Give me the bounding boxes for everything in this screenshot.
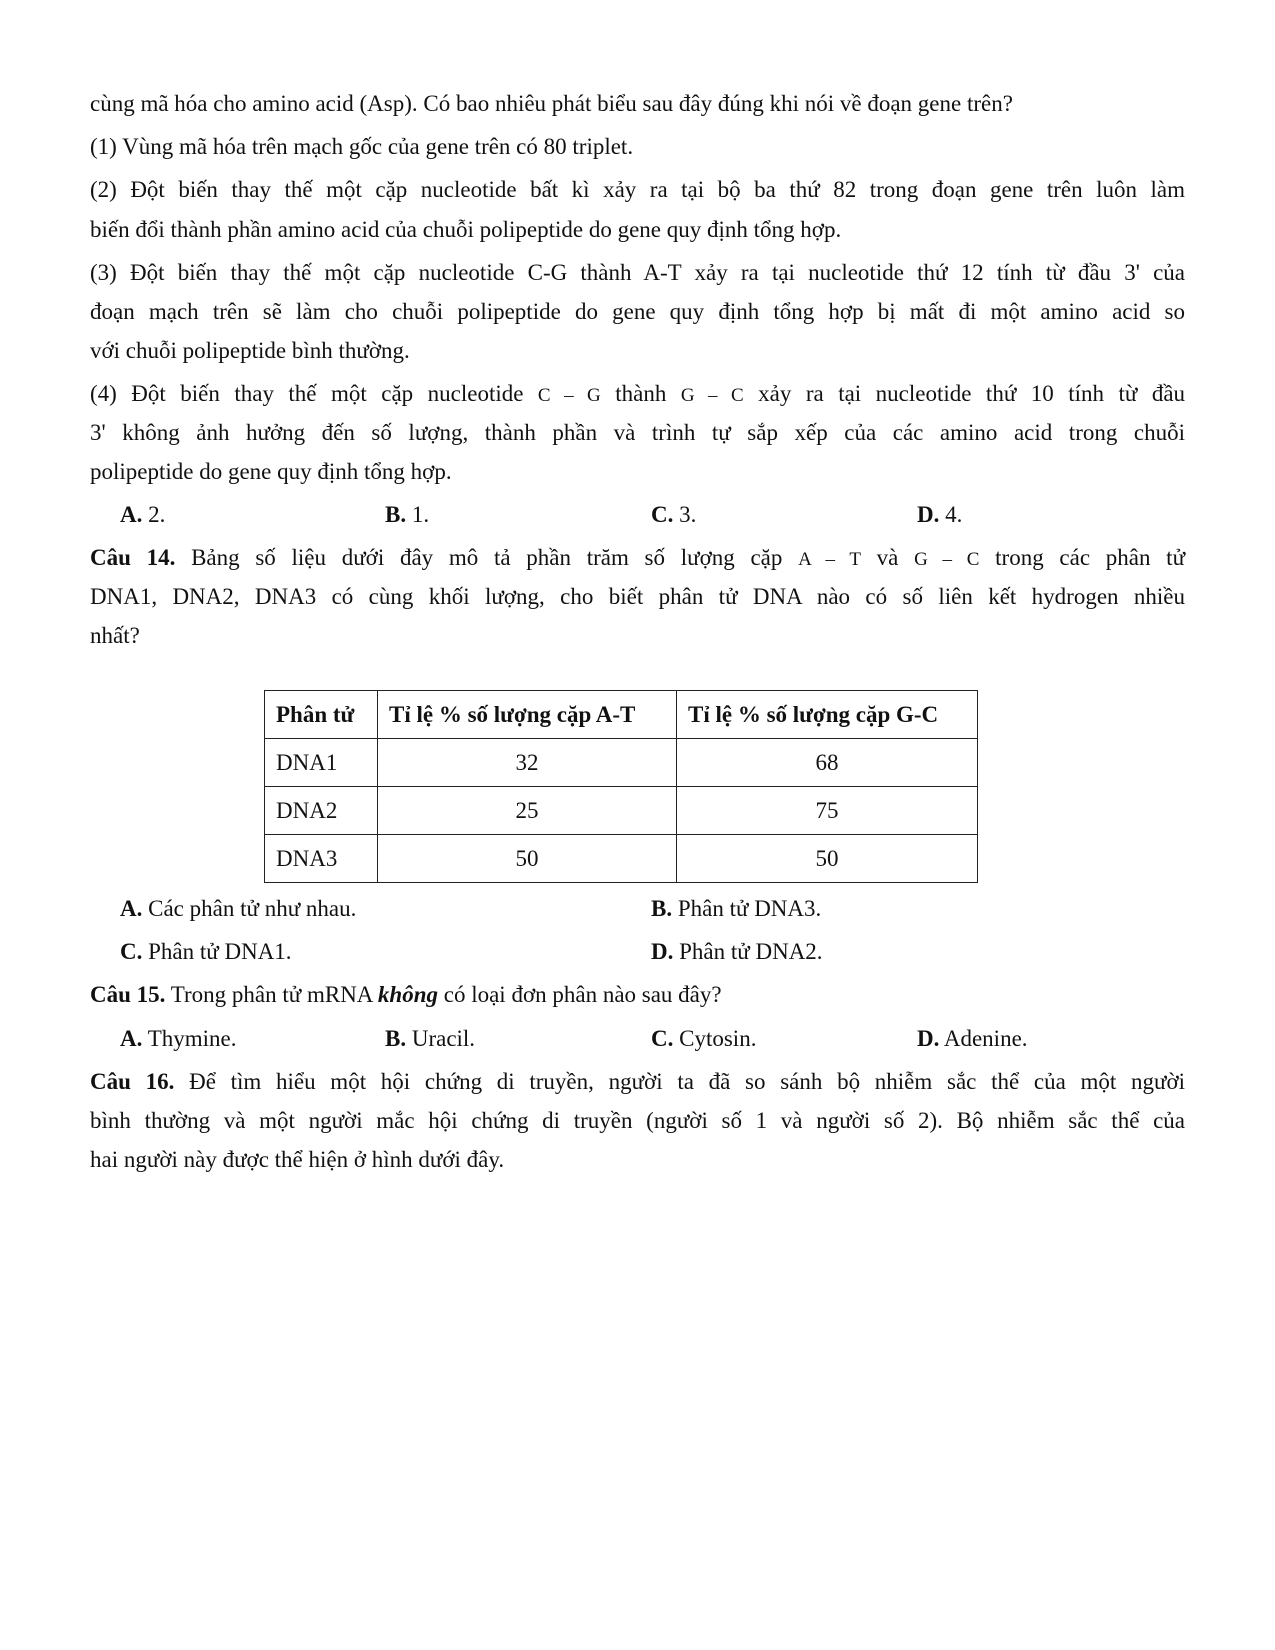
table-cell: DNA3 [265,835,378,883]
q14-label: Câu 14. [90,545,176,570]
q15-option-d[interactable]: D. Adenine. [917,1026,1028,1051]
table-cell: 50 [378,835,677,883]
table-row [265,739,978,787]
dna-ratio-table [264,690,978,883]
table-cell: DNA2 [265,787,378,835]
q13-statement-1: (1) Vùng mã hóa trên mạch gốc của gene trên có 80 triplet. [90,134,634,159]
table-cell: 25 [378,787,677,835]
q13-statement-4-line-1 [90,380,1185,410]
q13-statement-4-line-3: polipeptide do gene quy định tổng hợp. [90,459,452,484]
q13-statement-3-line-3: với chuỗi polipeptide bình thường. [90,338,410,363]
q13-statement-2-line-2: biến đổi thành phần amino acid của chuỗi polipeptide do gene quy định tổng hợp. [90,217,842,242]
q15-stem: Câu 15. Trong phân tử mRNA không có loại đơn phân nào sau đây? [90,982,722,1007]
table-header-cell: Tỉ lệ % số lượng cặp A-T [378,691,677,739]
table-header-row [265,691,978,739]
q13-option-a[interactable]: A. 2. [120,502,166,527]
table-cell: 50 [677,835,978,883]
q13-statement-3-line-1: (3) Đột biến thay thế một cặp nucleotide C-G thành A-T xảy ra tại nucleotide thứ 12 tính từ đầu 3' của [90,260,1185,285]
q14-option-a[interactable]: A. Các phân tử như nhau. [120,896,357,921]
q15-label: Câu 15. [90,982,166,1007]
q13-s4-text-b: thành [615,381,667,406]
q13-statement-2-line-1: (2) Đột biến thay thế một cặp nucleotide bất kì xảy ra tại bộ ba thứ 82 trong đoạn gene trên luôn làm [90,177,1185,202]
q15-emphasis: không [377,982,438,1007]
table-cell: DNA1 [265,739,378,787]
q13-option-c[interactable]: C. 3. [651,502,697,527]
q13-s4-pair-1: C – G [537,385,601,406]
q13-statement-3-line-2: đoạn mạch trên sẽ làm cho chuỗi polipeptide do gene quy định tổng hợp bị mất đi một amino acid so [90,299,1185,324]
table-cell: 32 [378,739,677,787]
q15-option-c[interactable]: C. Cytosin. [651,1026,757,1051]
q14-option-d[interactable]: D. Phân tử DNA2. [651,939,823,964]
table-row [265,787,978,835]
q14-option-b[interactable]: B. Phân tử DNA3. [651,896,822,921]
q13-intro: cùng mã hóa cho amino acid (Asp). Có bao nhiêu phát biểu sau đây đúng khi nói về đoạn gene trên? [90,91,1013,116]
q13-s4-text-a: (4) Đột biến thay thế một cặp nucleotide [90,381,524,406]
q13-option-d[interactable]: D. 4. [917,502,963,527]
table-cell: 75 [677,787,978,835]
q15-option-b[interactable]: B. Uracil. [385,1026,476,1051]
q14-line-3: nhất? [90,623,140,648]
q13-option-b[interactable]: B. 1. [385,502,430,527]
table-cell: 68 [677,739,978,787]
q16-line-1: Câu 16. Để tìm hiểu một hội chứng di truyền, người ta đã so sánh bộ nhiễm sắc thể của một người [90,1069,1186,1094]
table-header-cell: Tỉ lệ % số lượng cặp G-C [677,691,978,739]
q13-statement-4-line-2: 3' không ảnh hưởng đến số lượng, thành phần và trình tự sắp xếp của các amino acid trong chuỗi [90,420,1185,445]
q14-pair-gc: G – C [914,549,980,570]
q13-s4-text-c: xảy ra tại nucleotide thứ 10 tính từ đầu [758,381,1186,406]
q16-line-2: bình thường và một người mắc hội chứng di truyền (người số 1 và người số 2). Bộ nhiễm sắc thể của [90,1108,1185,1133]
q14-pair-at: A – T [798,549,861,570]
table-row [265,835,978,883]
table-header-cell: Phân tử [265,691,378,739]
q14-line-2: DNA1, DNA2, DNA3 có cùng khối lượng, cho biết phân tử DNA nào có số liên kết hydrogen nhiều [90,584,1185,609]
q15-option-a[interactable]: A. Thymine. [120,1026,237,1051]
q16-line-3: hai người này được thể hiện ở hình dưới đây. [90,1147,505,1172]
q14-option-c[interactable]: C. Phân tử DNA1. [120,939,292,964]
q14-line-1: Câu 14. Bảng số liệu dưới đây mô tả phần trăm số lượng cặp A – T và G – C trong các phân tử [90,545,1186,570]
q13-s4-pair-2: G – C [680,385,744,406]
q16-label: Câu 16. [90,1069,175,1094]
